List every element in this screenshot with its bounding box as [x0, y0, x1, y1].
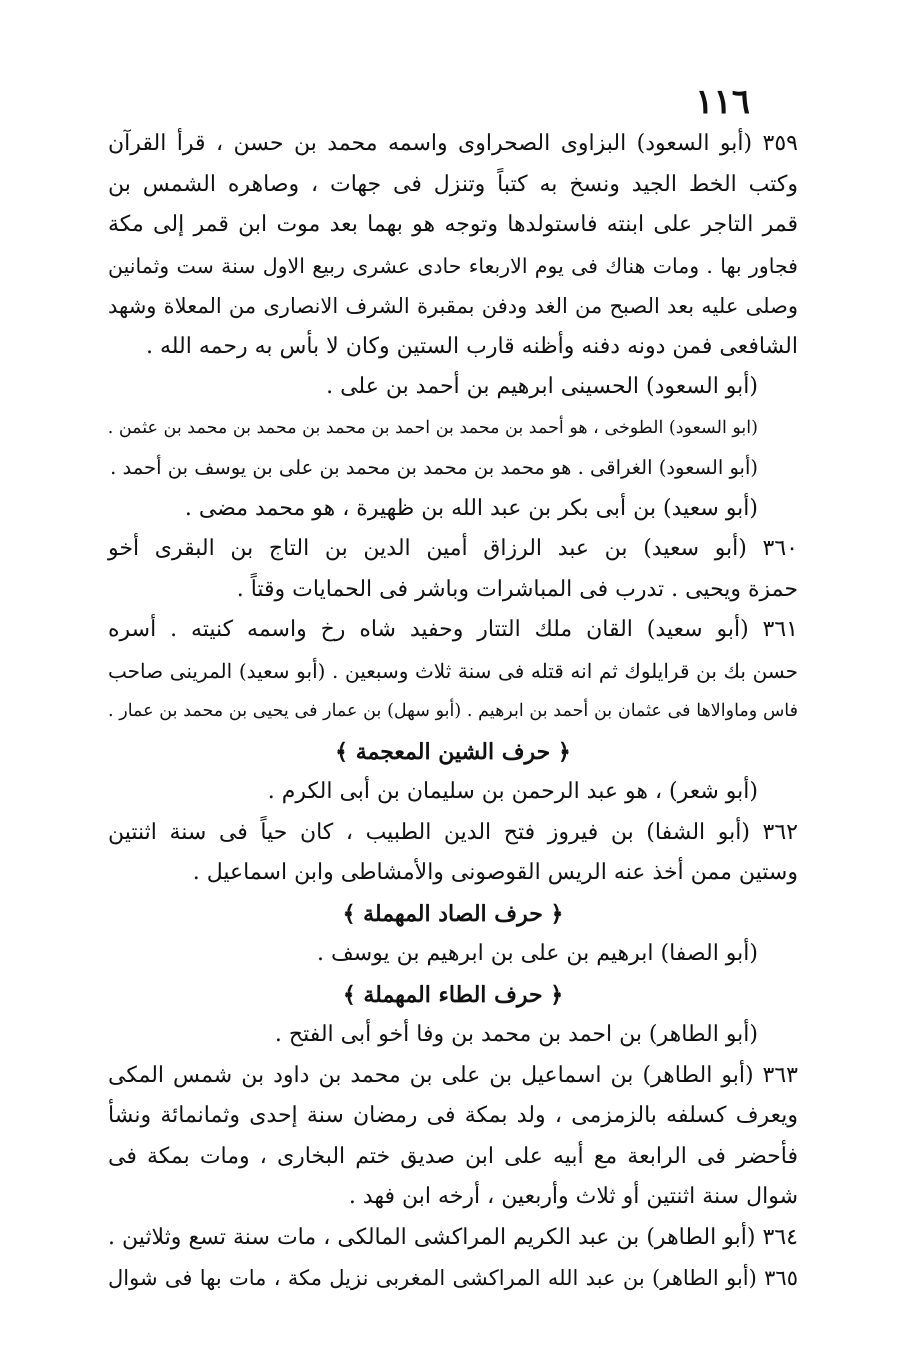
text-line: (أبو السعود) الحسينى ابرهيم بن أحمد بن على . [326, 374, 758, 399]
text-line: حمزة ويحيى . تدرب فى المباشرات وباشر فى الحمايات وقتاً . [236, 576, 798, 602]
section-heading: ﴿ حرف الشين المعجمة ﴾ [335, 738, 571, 765]
text-line: ٣٦٤ (أبو الطاهر) بن عبد الكريم المراكشى المالكى ، مات سنة تسع وثلاثين . [108, 1224, 798, 1250]
text-line: شوال سنة اثنتين أو ثلاث وأربعين ، أرخه ابن فهد . [348, 1184, 798, 1209]
text-line: ٣٦٥ (أبو الطاهر) بن عبد الله المراكشى المغربى نزيل مكة ، مات بها فى شوال [108, 1266, 798, 1290]
text-line: ٣٦١ (أبو سعيد) القان ملك التتار وحفيد شاه رخ واسمه كنيته . أسره [108, 617, 798, 642]
text-line: فأحضر فى الرابعة مع أبيه على ابن صديق ختم البخارى ، ومات بمكة فى [108, 1143, 798, 1169]
text-line: (أبو الطاهر) بن احمد بن محمد بن وفا أخو أبى الفتح . [274, 1022, 758, 1047]
text-line: فاس وماوالاها فى عثمان بن أحمد بن ابرهيم . (أبو سهل) بن عمار فى يحيى بن محمد بن عمار . [108, 701, 798, 721]
text-line: وصلى عليه بعد الصبح من الغد ودفن بمقبرة الشرف الانصارى من المعلاة وشهد [108, 294, 798, 318]
text-line: ٣٦٣ (أبو الطاهر) بن اسماعيل بن على بن محمد بن داود بن شمس المكى [108, 1062, 798, 1088]
text-line: (أبو السعود) الغراقى . هو محمد بن محمد بن محمد بن على بن يوسف بن أحمد . [110, 456, 758, 479]
text-line: (ابو السعود) الطوخى ، هو أحمد بن محمد بن احمد بن محمد بن محمد بن محمد بن عثمن . [107, 417, 758, 438]
text-line: قمر التاجر على ابنته فاستولدها وتوجه هو بهما بعد موت ابن قمر إلى مكة [108, 212, 798, 237]
page-body [108, 124, 798, 1299]
text-line: ٣٦٢ (أبو الشفا) بن فيروز فتح الدين الطبيب ، كان حياً فى سنة اثنتين [108, 819, 798, 845]
text-line: ٣٥٩ (أبو السعود) البزاوى الصحراوى واسمه محمد بن حسن ، قرأ القرآن [108, 131, 798, 156]
text-line: وكتب الخط الجيد ونسخ به كتباً وتنزل فى جهات ، وصاهره الشمس بن [108, 171, 798, 197]
page-number: ١١٦ [695, 82, 750, 122]
section-heading: ﴿ حرف الصاد المهملة ﴾ [342, 900, 564, 927]
text-line: وستين ممن أخذ عنه الريس القوصونى والأمشاطى وابن اسماعيل . [192, 860, 798, 885]
text-line: حسن بك بن قرايلوك ثم انه قتله فى سنة ثلاث وسبعين . (أبو سعيد) المرينى صاحب [108, 658, 798, 683]
text-line: (أبو سعيد) بن أبى بكر بن عبد الله بن ظهيرة ، هو محمد مضى . [184, 495, 758, 521]
text-line: ٣٦٠ (أبو سعيد) بن عبد الرزاق أمين الدين بن التاج بن البقرى أخو [108, 536, 798, 561]
text-line: (أبو شعر) ، هو عبد الرحمن بن سليمان بن أبى الكرم . [267, 779, 758, 804]
text-line: فجاور بها . ومات هناك فى يوم الاربعاء حادى عشرى ربيع الاول سنة ست وثمانين [108, 253, 798, 278]
section-heading: ﴿ حرف الطاء المهملة ﴾ [342, 981, 564, 1008]
text-line: الشافعى فمن دونه دفنه وأظنه قارب الستين وكان لا بأس به رحمه الله . [145, 333, 798, 359]
text-line: (أبو الصفا) ابرهيم بن على بن ابرهيم بن يوسف . [317, 941, 758, 966]
text-line: ويعرف كسلفه بالزمزمى ، ولد بمكة فى رمضان سنة إحدى وثمانمائة ونشأ [108, 1103, 798, 1128]
